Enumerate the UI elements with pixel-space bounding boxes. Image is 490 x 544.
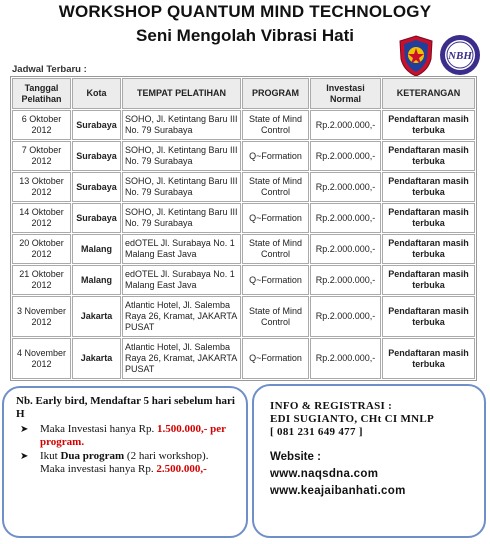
website-link-keajaibanhati[interactable]: www.keajaibanhati.com (270, 485, 406, 497)
status-cell: Pendaftaran masih terbuka (382, 296, 475, 337)
status-cell: Pendaftaran masih terbuka (382, 265, 475, 295)
program-cell: Q~Formation (242, 338, 309, 379)
early-bird-heading: Nb. Early bird, Mendaftar 5 hari sebelum hari H (16, 395, 235, 420)
venue-cell: SOHO, Jl. Ketintang Baru III No. 79 Surabaya (122, 172, 241, 202)
offer-two-price: 2.500.000,- (156, 463, 207, 475)
early-bird-list (16, 423, 236, 476)
price-cell: Rp.2.000.000,- (310, 203, 381, 233)
city-cell: Malang (72, 234, 121, 264)
venue-cell: edOTEL Jl. Surabaya No. 1 Malang East Java (122, 234, 241, 264)
city-cell: Surabaya (72, 110, 121, 140)
arrow-bullet-icon: ➤ (20, 424, 29, 435)
col-header-note: KETERANGAN (382, 78, 475, 109)
schedule-label: Jadwal Terbaru : (12, 64, 87, 75)
status-cell: Pendaftaran masih terbuka (382, 141, 475, 171)
date-cell: 13 Oktober 2012 (12, 172, 71, 202)
table-row (12, 110, 475, 140)
nbh-seal-logo-icon (439, 34, 481, 76)
table-row (12, 265, 475, 295)
table-row (12, 141, 475, 171)
price-cell: Rp.2.000.000,- (310, 338, 381, 379)
program-cell: Q~Formation (242, 141, 309, 171)
venue-cell: Atlantic Hotel, Jl. Salemba Raya 26, Kramat, JAKARTA PUSAT (122, 338, 241, 379)
col-header-venue: TEMPAT PELATIHAN (122, 78, 241, 109)
status-cell: Pendaftaran masih terbuka (382, 203, 475, 233)
offer-two-pre: Ikut (40, 450, 58, 462)
early-bird-note-box (2, 386, 248, 538)
program-cell: Q~Formation (242, 265, 309, 295)
price-cell: Rp.2.000.000,- (310, 110, 381, 140)
program-cell: State of Mind Control (242, 172, 309, 202)
status-cell: Pendaftaran masih terbuka (382, 234, 475, 264)
venue-cell: Atlantic Hotel, Jl. Salemba Raya 26, Kramat, JAKARTA PUSAT (122, 296, 241, 337)
offer-two-text: (2 hari workshop). Maka investasi hanya Rp. (40, 450, 209, 475)
city-cell: Surabaya (72, 172, 121, 202)
date-cell: 3 November 2012 (12, 296, 71, 337)
date-cell: 21 Oktober 2012 (12, 265, 71, 295)
arrow-bullet-icon: ➤ (20, 451, 29, 462)
date-cell: 20 Oktober 2012 (12, 234, 71, 264)
price-cell: Rp.2.000.000,- (310, 265, 381, 295)
table-row (12, 172, 475, 202)
city-cell: Jakarta (72, 296, 121, 337)
website-label: Website : (270, 451, 321, 463)
table-row (12, 234, 475, 264)
price-cell: Rp.2.000.000,- (310, 172, 381, 202)
program-cell: Q~Formation (242, 203, 309, 233)
col-header-program: PROGRAM (242, 78, 309, 109)
offer-one-text: Maka Investasi hanya Rp. (40, 423, 155, 435)
city-cell: Surabaya (72, 141, 121, 171)
city-cell: Jakarta (72, 338, 121, 379)
venue-cell: SOHO, Jl. Ketintang Baru III No. 79 Surabaya (122, 203, 241, 233)
page-subtitle: Seni Mengolah Vibrasi Hati (136, 26, 354, 45)
date-cell: 7 Oktober 2012 (12, 141, 71, 171)
logo-nbh-text: NBH (448, 50, 472, 62)
venue-cell: edOTEL Jl. Surabaya No. 1 Malang East Java (122, 265, 241, 295)
website-link-naqsdna[interactable]: www.naqsdna.com (270, 468, 379, 480)
table-row (12, 296, 475, 337)
city-cell: Malang (72, 265, 121, 295)
col-header-date: Tanggal Pelatihan (12, 78, 71, 109)
list-item (16, 450, 236, 476)
venue-cell: SOHO, Jl. Ketintang Baru III No. 79 Surabaya (122, 141, 241, 171)
venue-cell: SOHO, Jl. Ketintang Baru III No. 79 Surabaya (122, 110, 241, 140)
list-item (16, 423, 236, 449)
program-cell: State of Mind Control (242, 110, 309, 140)
price-cell: Rp.2.000.000,- (310, 296, 381, 337)
status-cell: Pendaftaran masih terbuka (382, 172, 475, 202)
contact-phone: [ 081 231 649 477 ] (270, 426, 363, 438)
offer-one-price: 1.500.000,- per program. (40, 423, 226, 448)
status-cell: Pendaftaran masih terbuka (382, 110, 475, 140)
date-cell: 6 Oktober 2012 (12, 110, 71, 140)
info-heading: INFO & REGISTRASI : (270, 400, 393, 412)
col-header-price: Investasi Normal (310, 78, 381, 109)
table-row (12, 338, 475, 379)
date-cell: 14 Oktober 2012 (12, 203, 71, 233)
shield-logo-icon (398, 35, 434, 77)
program-cell: State of Mind Control (242, 234, 309, 264)
registration-info-box (252, 384, 486, 538)
city-cell: Surabaya (72, 203, 121, 233)
offer-two-bold: Dua program (60, 450, 125, 462)
col-header-city: Kota (72, 78, 121, 109)
table-header-row (12, 78, 475, 109)
price-cell: Rp.2.000.000,- (310, 141, 381, 171)
status-cell: Pendaftaran masih terbuka (382, 338, 475, 379)
schedule-table (10, 76, 477, 381)
program-cell: State of Mind Control (242, 296, 309, 337)
page-title: WORKSHOP QUANTUM MIND TECHNOLOGY (58, 2, 432, 21)
date-cell: 4 November 2012 (12, 338, 71, 379)
price-cell: Rp.2.000.000,- (310, 234, 381, 264)
table-row (12, 203, 475, 233)
contact-name: EDI SUGIANTO, CHt CI MNLP (270, 413, 435, 425)
